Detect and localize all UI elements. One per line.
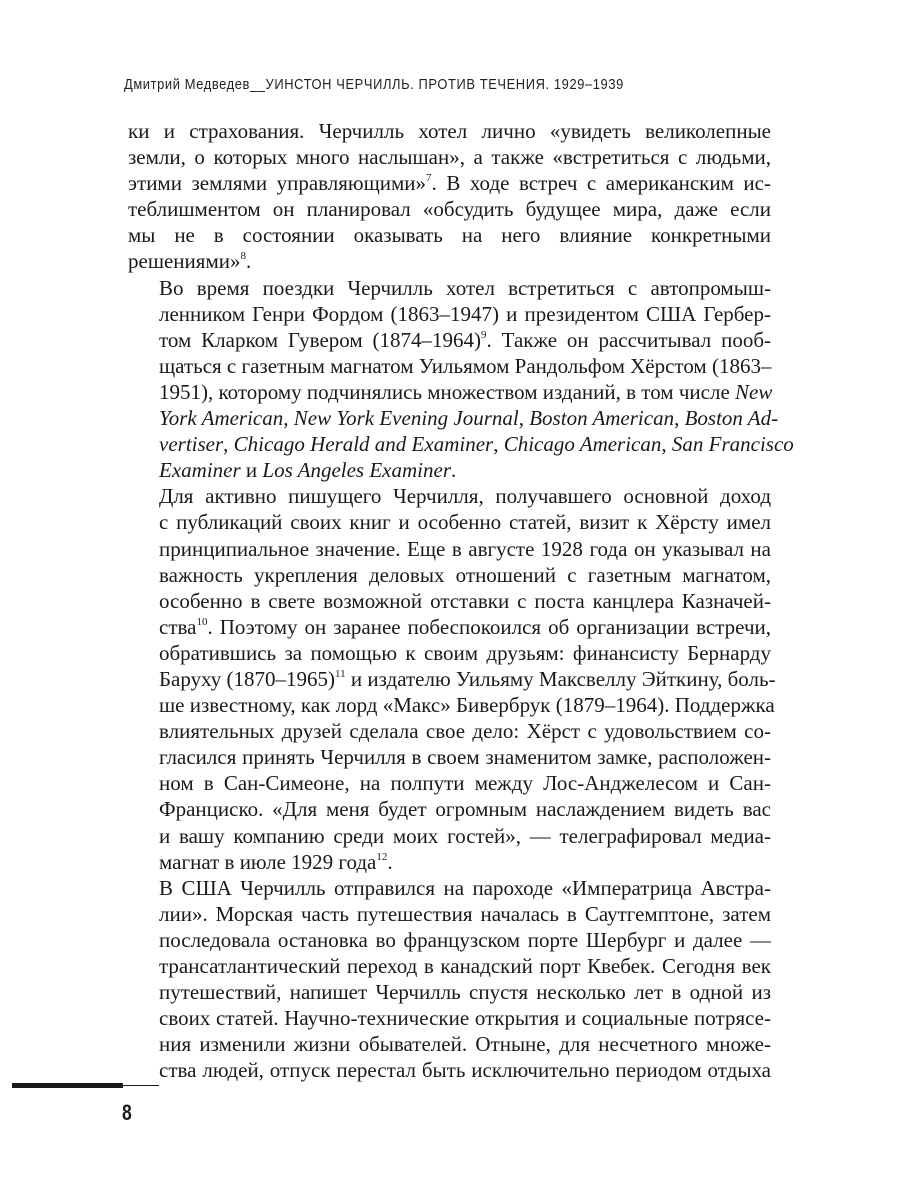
paragraph-2 <box>128 275 794 484</box>
text-line: этими землями управляющими»$^7$. В ходе встреч с американским ис- <box>128 171 771 196</box>
text-line: с публикаций своих книг и особенно статей, визит к Хёрсту имел <box>159 510 771 535</box>
text-line: York American, New York Evening Journal, Boston American, Boston Ad- <box>159 406 779 431</box>
text-line: ния изменили жизни обывателей. Отныне, для несчетного множе- <box>159 1032 771 1057</box>
text-line: важность укрепления деловых отношений с газетным магнатом, <box>159 562 771 587</box>
text-line: Для активно пишущего Черчилля, получавшего основной доход <box>159 484 771 509</box>
text-line: 1951), которому подчинялись множеством изданий, в том числе New <box>159 379 773 404</box>
paragraph-3 <box>128 483 776 874</box>
text-line: ства$^{10}$. Поэтому он заранее побеспокоился об организации встречи, <box>159 614 771 639</box>
text-line: принципиальное значение. Еще в августе 1928 года он указывал на <box>159 536 771 561</box>
footnote-ref[interactable]: 7 <box>426 172 432 185</box>
text-line: Франциско. «Для меня будет огромным наслаждением видеть вас <box>159 797 771 822</box>
text-line: путешествий, напишет Черчилль спустя несколько лет в одной из <box>159 980 771 1005</box>
text-line: теблишментом он планировал «обсудить будущее мира, даже если <box>128 197 771 222</box>
text-line: Examiner и Los Angeles Examiner. <box>159 458 457 483</box>
page-body <box>128 118 794 1083</box>
page-number: 8 <box>122 1100 132 1125</box>
text-line: ше известному, как лорд «Макс» Бивербрук (1879–1964). Поддержка <box>159 693 775 718</box>
header-separator: __ <box>249 76 266 93</box>
text-line: решениями»$^8$. <box>128 249 252 274</box>
footnote-ref[interactable]: 10 <box>196 615 208 628</box>
text-line: особенно в свете возможной отставки с поста канцлера Казначей- <box>159 588 771 613</box>
text-line: щаться с газетным магнатом Уильямом Рандольфом Хёрстом (1863– <box>159 353 772 378</box>
text-line: ства людей, отпуск перестал быть исключительно периодом отдыха <box>159 1058 771 1083</box>
footer-rule-thin <box>123 1085 159 1086</box>
text-line: Баруху (1870–1965)$^{11}$ и издателю Уильяму Максвеллу Эйткину, боль- <box>159 666 776 691</box>
header-author: Дмитрий Медведев <box>124 76 250 93</box>
text-line: ленником Генри Фордом (1863–1947) и президентом США Гербер- <box>159 301 771 326</box>
footnote-ref[interactable]: 12 <box>376 850 388 863</box>
footnote-ref[interactable]: 8 <box>240 250 246 263</box>
text-line: последовала остановка во французском порте Шербург и далее — <box>159 927 771 952</box>
text-line: мы не в состоянии оказывать на него влияние конкретными <box>128 223 771 248</box>
header-book-title: УИНСТОН ЧЕРЧИЛЛЬ. ПРОТИВ ТЕЧЕНИЯ. 1929–1939 <box>265 76 624 93</box>
paragraph-1 <box>128 118 771 275</box>
text-line: ки и страхования. Черчилль хотел лично «увидеть великолепные <box>128 119 771 143</box>
text-line: своих статей. Научно-технические открытия и социальные потрясе- <box>159 1006 771 1031</box>
text-line: лии». Морская часть путешествия началась в Саутгемптоне, затем <box>159 901 771 926</box>
footnote-ref[interactable]: 11 <box>335 667 346 680</box>
text-line: земли, о которых много наслышан», а также «встретиться с людьми, <box>128 145 771 170</box>
text-line: трансатлантический переход в канадский порт Квебек. Сегодня век <box>159 954 771 978</box>
footer-rule-thick <box>12 1083 123 1088</box>
text-line: Во время поездки Черчилль хотел встретиться с автопромыш- <box>159 275 771 300</box>
paragraph-4 <box>128 875 771 1084</box>
text-line: vertiser, Chicago Herald and Examiner, Chicago American, San Francisco <box>159 432 794 457</box>
text-line: влиятельных друзей сделала свое дело: Хёрст с удовольствием со- <box>159 719 771 744</box>
text-line: гласился принять Черчилля в своем знаменитом замке, расположен- <box>159 745 771 770</box>
text-line: том Кларком Гувером (1874–1964)$^9$. Также он рассчитывал пооб- <box>159 327 771 352</box>
text-line: ном в Сан-Симеоне, на полпути между Лос-Анджелесом и Сан- <box>159 771 771 796</box>
running-header <box>124 76 709 93</box>
text-line: В США Черчилль отправился на пароходе «Императрица Австра- <box>159 875 771 900</box>
footnote-ref[interactable]: 9 <box>481 328 487 341</box>
text-line: и вашу компанию среди моих гостей», — телеграфировал медиа- <box>159 823 771 848</box>
text-line: магнат в июле 1929 года$^{12}$. <box>159 849 393 874</box>
text-line: обратившись за помощью к своим друзьям: финансисту Бернарду <box>159 640 771 665</box>
